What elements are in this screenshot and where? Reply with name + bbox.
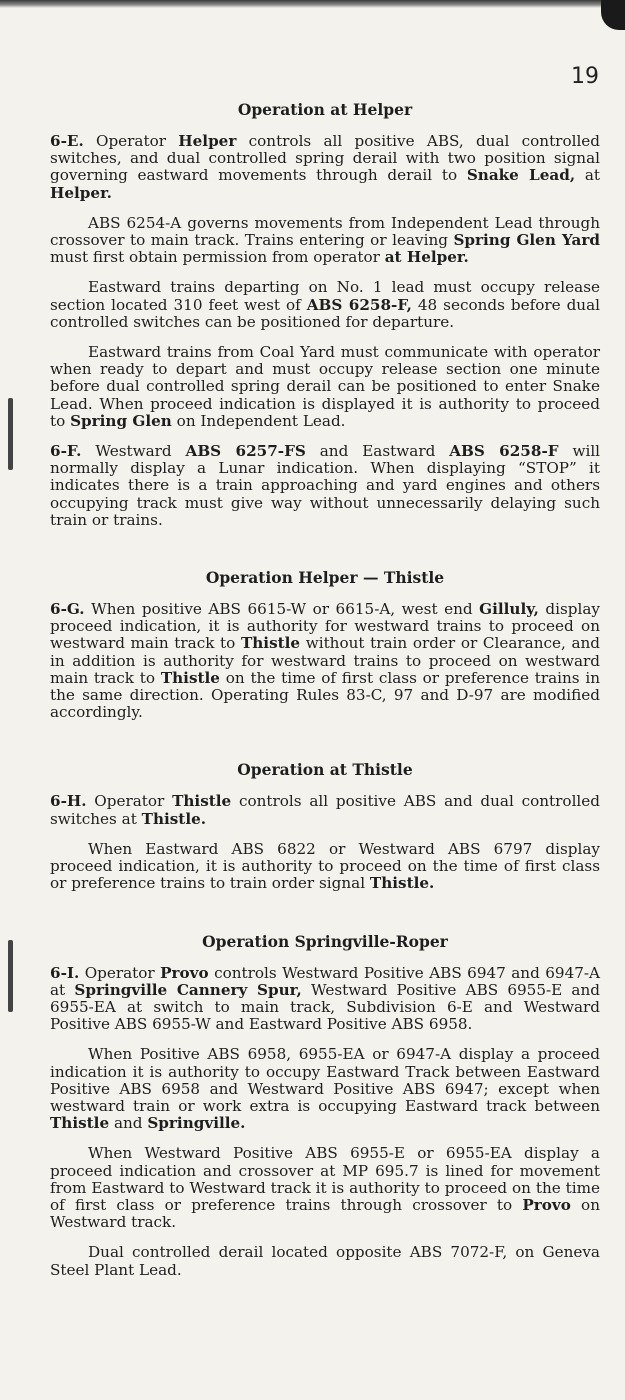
body-paragraph xyxy=(50,841,600,893)
text-run: controls all positive ABS, dual controlled switches, and dual controlled spring derail with two position signal governing eastward movements through derail to xyxy=(50,132,601,185)
emphasized-text: Thistle xyxy=(50,1114,110,1133)
emphasized-text: Snake Lead, xyxy=(466,166,576,185)
text-run: Operator xyxy=(83,132,179,150)
text-run: controls Westward Positive ABS 6947 and 6947-A at xyxy=(50,963,600,999)
rule-paragraph xyxy=(50,443,600,529)
text-run: When Eastward ABS 6822 or Westward ABS 6797 display proceed indication, it is authority to proceed on the time of first class or preference trains to train order signal xyxy=(50,839,600,893)
emphasized-text: Gilluly, xyxy=(479,600,539,619)
text-run: Westward xyxy=(81,442,186,461)
text-run: must first obtain permission from operator xyxy=(50,248,385,267)
text-run: without train order or Clearance, and in addition is authority for westward trains to proceed on westward main track to xyxy=(50,634,601,687)
text-run: display proceed indication, it is authority for westward trains to proceed on westward main track to xyxy=(50,600,601,653)
emphasized-text: Thistle xyxy=(172,792,232,811)
page-corner-shadow xyxy=(601,0,625,30)
page-top-edge xyxy=(0,0,625,8)
rule-paragraph xyxy=(50,133,600,202)
emphasized-text: ABS 6257-FS xyxy=(185,442,306,461)
emphasized-text: at Helper. xyxy=(384,248,469,267)
emphasized-text: Thistle. xyxy=(369,874,435,893)
emphasized-text: Helper. xyxy=(50,183,112,202)
text-run: When Positive ABS 6958, 6955-EA or 6947-A display a proceed indication it is authority to occupy Eastward Track between Eastward Positive ABS 6958 and Westward Positive ABS 6947; except when westward train or work extra is occupying Eastward track between xyxy=(50,1045,600,1115)
rule-number: 6-G. xyxy=(50,600,85,619)
text-run: will normally display a Lunar indication. When displaying “STOP” it indicates there is a train approaching and yard engines and others occupying track must give way without unnecessarily delaying such train or trains. xyxy=(50,442,601,529)
text-run: on the time of first class or preference trains in the same direction. Operating Rules 83-C, 97 and D-97 are modified accordingly. xyxy=(50,668,600,722)
section-gap xyxy=(50,906,600,932)
text-run: When Westward Positive ABS 6955-E or 6955-EA display a proceed indication and crossover at MP 695.7 is lined for movement from Eastward to Westward track it is authority to proceed on the time of first class or preference trains through crossover to xyxy=(50,1144,600,1214)
emphasized-text: Spring Glen Yard xyxy=(453,231,600,250)
text-run: Eastward trains from Coal Yard must communicate with operator when ready to depart and must occupy release section one minute before dual controlled spring derail can be positioned to enter Snake Lead. When proceed indication is displayed it is authority to proceed to xyxy=(50,343,600,430)
text-run: and xyxy=(109,1114,148,1133)
section-heading: Operation Springville-Roper xyxy=(202,931,448,951)
emphasized-text: Thistle. xyxy=(141,809,207,828)
body-paragraph xyxy=(50,1244,600,1278)
body-paragraph xyxy=(50,215,600,267)
section-gap xyxy=(50,734,600,760)
text-run: controls all positive ABS and dual controlled switches at xyxy=(50,792,600,828)
section-gap xyxy=(50,542,600,568)
emphasized-text: Spring Glen xyxy=(70,411,172,430)
text-run: on Independent Lead. xyxy=(171,411,346,430)
body-paragraph xyxy=(50,344,600,430)
body-paragraph xyxy=(50,279,600,331)
emphasized-text: Springville. xyxy=(147,1114,246,1133)
text-run: ABS 6254-A governs movements from Independent Lead through crossover to main track. Trains entering or leaving xyxy=(50,213,600,250)
emphasized-text: ABS 6258-F xyxy=(449,442,559,461)
emphasized-text: Thistle xyxy=(240,634,301,653)
text-run: 48 seconds before dual controlled switches can be positioned for departure. xyxy=(50,295,600,331)
rule-number: 6-H. xyxy=(50,792,87,811)
rule-number: 6-E. xyxy=(50,132,84,150)
text-run: When positive ABS 6615-W or 6615-A, west end xyxy=(84,600,480,619)
text-run: Operator xyxy=(86,792,173,811)
text-run: Operator xyxy=(79,963,161,982)
document-body xyxy=(50,100,600,1292)
binder-mark xyxy=(8,398,13,470)
text-run: Dual controlled derail located opposite ABS 7072-F, on Geneva Steel Plant Lead. xyxy=(50,1243,600,1279)
binder-mark xyxy=(8,940,13,1012)
emphasized-text: ABS 6258-F, xyxy=(306,295,412,314)
text-run: and Eastward xyxy=(305,442,450,461)
section-heading: Operation at Thistle xyxy=(237,760,413,780)
rule-number: 6-I. xyxy=(50,963,80,982)
text-run: Westward Positive ABS 6955-E and 6955-EA at switch to main track, Subdivision 6-E and Westward Positive ABS 6955-W and Eastward Positive ABS 6958. xyxy=(50,980,600,1034)
rule-number: 6-F. xyxy=(50,442,82,461)
page-number: 19 xyxy=(571,64,599,89)
text-run: Eastward trains departing on No. 1 lead must occupy release section located 310 feet west of xyxy=(50,278,600,314)
rule-paragraph xyxy=(50,965,600,1034)
body-paragraph xyxy=(50,1046,600,1132)
body-paragraph xyxy=(50,1145,600,1231)
text-run: at xyxy=(575,166,600,185)
section-heading: Operation at Helper xyxy=(237,100,413,119)
rule-paragraph xyxy=(50,793,600,827)
emphasized-text: Provo xyxy=(160,963,209,982)
text-run: on Westward track. xyxy=(50,1195,600,1232)
rule-paragraph xyxy=(50,601,600,721)
emphasized-text: Springville Cannery Spur, xyxy=(74,980,302,999)
emphasized-text: Thistle xyxy=(160,668,220,687)
section-heading: Operation Helper — Thistle xyxy=(205,568,445,588)
emphasized-text: Helper xyxy=(178,132,237,150)
emphasized-text: Provo xyxy=(522,1195,571,1214)
